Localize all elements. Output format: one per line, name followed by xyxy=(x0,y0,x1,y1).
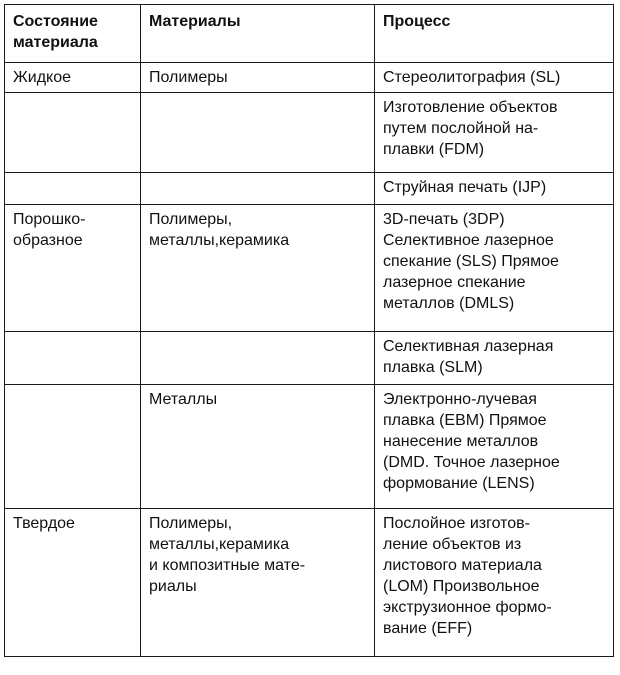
header-row xyxy=(5,5,614,63)
table-row xyxy=(5,63,614,93)
table-row xyxy=(5,332,614,385)
cell-process: Струйная печать (IJP) xyxy=(375,173,614,205)
table-row xyxy=(5,385,614,509)
cell-materials: Металлы xyxy=(141,385,375,509)
cell-materials: Полимеры, металлы,керамика xyxy=(141,205,375,332)
cell-materials: Полимеры xyxy=(141,63,375,93)
cell-process: Электронно-лучевая плавка (EBM) Прямое нанесение металлов (DMD. Точное лазерное формование (LENS) xyxy=(375,385,614,509)
cell-materials: Полимеры, металлы,керамика и композитные мате- риалы xyxy=(141,509,375,657)
cell-process: Изготовление объектов путем послойной на- плавки (FDM) xyxy=(375,93,614,173)
header-state: Состояние материала xyxy=(5,5,141,63)
cell-state xyxy=(5,332,141,385)
cell-materials xyxy=(141,93,375,173)
cell-process: 3D-печать (3DP) Селективное лазерное спекание (SLS) Прямое лазерное спекание металлов (DMLS) xyxy=(375,205,614,332)
cell-state xyxy=(5,93,141,173)
header-materials: Материалы xyxy=(141,5,375,63)
table-row xyxy=(5,93,614,173)
cell-state xyxy=(5,385,141,509)
cell-state: Жидкое xyxy=(5,63,141,93)
cell-materials xyxy=(141,332,375,385)
cell-materials xyxy=(141,173,375,205)
cell-process: Стереолитография (SL) xyxy=(375,63,614,93)
cell-state xyxy=(5,173,141,205)
table-row xyxy=(5,173,614,205)
cell-process: Селективная лазерная плавка (SLM) xyxy=(375,332,614,385)
header-process: Процесс xyxy=(375,5,614,63)
cell-state: Твердое xyxy=(5,509,141,657)
cell-state: Порошко- образное xyxy=(5,205,141,332)
cell-process: Послойное изготов- ление объектов из листового материала (LOM) Произвольное экструзионное формо- вание (EFF) xyxy=(375,509,614,657)
table-row xyxy=(5,205,614,332)
am-processes-table xyxy=(4,4,614,657)
table-row xyxy=(5,509,614,657)
